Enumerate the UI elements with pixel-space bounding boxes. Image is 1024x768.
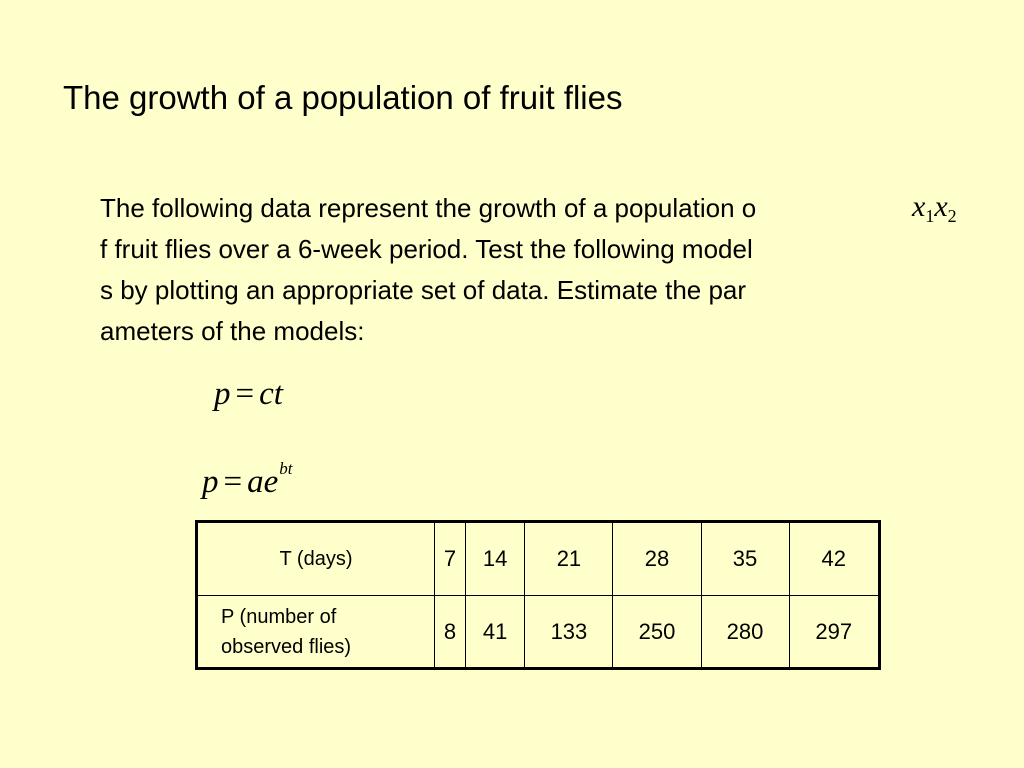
table-cell: 297 (789, 596, 879, 669)
table-cell: 42 (789, 522, 879, 596)
body-line-2: f fruit flies over a 6-week period. Test the following model (100, 234, 753, 264)
body-line-3: s by plotting an appropriate set of data. Estimate the par (100, 275, 747, 305)
body-line-4: ameters of the models: (100, 316, 365, 346)
x2-sub: 2 (947, 206, 957, 226)
eq2-lhs: p (202, 464, 219, 500)
eq2-rhs: ae (247, 464, 279, 500)
body-paragraph (100, 188, 756, 352)
eq1-operator: = (235, 376, 255, 412)
row-header-flies-line-2: observed flies) (221, 635, 352, 658)
table-cell: 280 (701, 596, 789, 669)
table-row-days (197, 522, 880, 596)
row-header-flies-line-1: P (number of (221, 605, 337, 628)
table-cell: 28 (613, 522, 701, 596)
body-line-1: The following data represent the growth of a population o (100, 193, 757, 223)
eq1-lhs: p (214, 376, 231, 412)
eq1-rhs: ct (259, 376, 283, 412)
table-row-flies (197, 596, 880, 669)
x1-sub: 1 (925, 206, 935, 226)
row-header-days: T (days) (197, 522, 435, 596)
x2-var: x (934, 190, 948, 223)
table-cell: 41 (465, 596, 524, 669)
table-cell: 21 (525, 522, 613, 596)
eq2-exponent: bt (279, 459, 293, 478)
table-cell: 7 (435, 522, 466, 596)
table-cell: 8 (435, 596, 466, 669)
table-cell: 14 (465, 522, 524, 596)
overlay-math-x1-x2 (912, 190, 957, 233)
data-table (195, 520, 881, 670)
table-cell: 35 (701, 522, 789, 596)
slide-title: The growth of a population of fruit flies (63, 79, 623, 116)
row-header-flies (197, 596, 435, 669)
eq2-operator: = (223, 464, 243, 500)
equation-exponential-model (202, 449, 293, 502)
table-cell: 133 (525, 596, 613, 669)
table-cell: 250 (613, 596, 701, 669)
equation-linear-model (214, 374, 283, 414)
x1-var: x (912, 190, 926, 223)
